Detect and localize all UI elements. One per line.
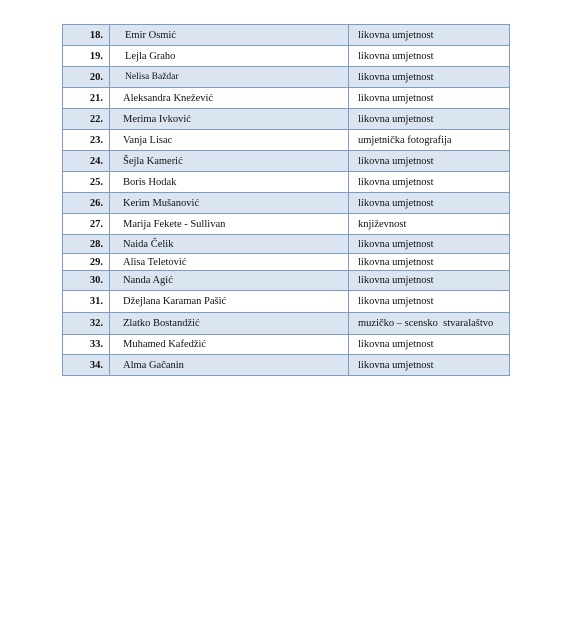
table-row — [63, 271, 510, 291]
person-name: Alisa Teletović — [110, 254, 349, 271]
art-field: umjetnička fotografija — [349, 130, 510, 151]
person-name: Kerim Mušanović — [110, 193, 349, 214]
row-number: 30. — [63, 271, 110, 291]
table-row — [63, 291, 510, 313]
table-row — [63, 235, 510, 254]
row-number: 22. — [63, 109, 110, 130]
art-field: likovna umjetnost — [349, 271, 510, 291]
table-row — [63, 214, 510, 235]
person-name: Zlatko Bostandžić — [110, 313, 349, 335]
person-name: Marija Fekete - Sullivan — [110, 214, 349, 235]
person-name: Naida Čelik — [110, 235, 349, 254]
art-field: likovna umjetnost — [349, 25, 510, 46]
art-field: muzičko – scensko stvaralaštvo — [349, 313, 510, 335]
person-name: Šejla Kamerić — [110, 151, 349, 172]
row-number: 29. — [63, 254, 110, 271]
row-number: 25. — [63, 172, 110, 193]
table-row — [63, 193, 510, 214]
person-name: Emir Osmić — [110, 25, 349, 46]
row-number: 28. — [63, 235, 110, 254]
art-field: likovna umjetnost — [349, 193, 510, 214]
table-row — [63, 335, 510, 355]
table-row — [63, 46, 510, 67]
table-row — [63, 172, 510, 193]
row-number: 24. — [63, 151, 110, 172]
row-number: 23. — [63, 130, 110, 151]
table-row — [63, 67, 510, 88]
person-name: Alma Gačanin — [110, 355, 349, 376]
art-field: likovna umjetnost — [349, 151, 510, 172]
row-number: 20. — [63, 67, 110, 88]
art-field: likovna umjetnost — [349, 46, 510, 67]
person-name: Džejlana Karaman Pašić — [110, 291, 349, 313]
person-name: Lejla Graho — [110, 46, 349, 67]
row-number: 33. — [63, 335, 110, 355]
art-field: likovna umjetnost — [349, 88, 510, 109]
person-name: Aleksandra Knežević — [110, 88, 349, 109]
art-field: likovna umjetnost — [349, 235, 510, 254]
table-row — [63, 355, 510, 376]
art-field: likovna umjetnost — [349, 172, 510, 193]
person-name: Merima Ivković — [110, 109, 349, 130]
roster-table — [62, 24, 510, 376]
table-row — [63, 254, 510, 271]
person-name: Muhamed Kafedžić — [110, 335, 349, 355]
art-field: likovna umjetnost — [349, 67, 510, 88]
table-row — [63, 25, 510, 46]
table-row — [63, 109, 510, 130]
art-field: likovna umjetnost — [349, 254, 510, 271]
row-number: 18. — [63, 25, 110, 46]
table-row — [63, 151, 510, 172]
row-number: 21. — [63, 88, 110, 109]
person-name: Vanja Lisac — [110, 130, 349, 151]
row-number: 19. — [63, 46, 110, 67]
row-number: 32. — [63, 313, 110, 335]
art-field: likovna umjetnost — [349, 355, 510, 376]
art-field: likovna umjetnost — [349, 335, 510, 355]
person-name: Nanda Agić — [110, 271, 349, 291]
row-number: 27. — [63, 214, 110, 235]
table-row — [63, 130, 510, 151]
person-name: Boris Hodak — [110, 172, 349, 193]
row-number: 34. — [63, 355, 110, 376]
person-name: Nelisa Baždar — [110, 67, 349, 88]
row-number: 26. — [63, 193, 110, 214]
art-field: likovna umjetnost — [349, 291, 510, 313]
art-field: likovna umjetnost — [349, 109, 510, 130]
row-number: 31. — [63, 291, 110, 313]
table-row — [63, 88, 510, 109]
table-row — [63, 313, 510, 335]
art-field: književnost — [349, 214, 510, 235]
